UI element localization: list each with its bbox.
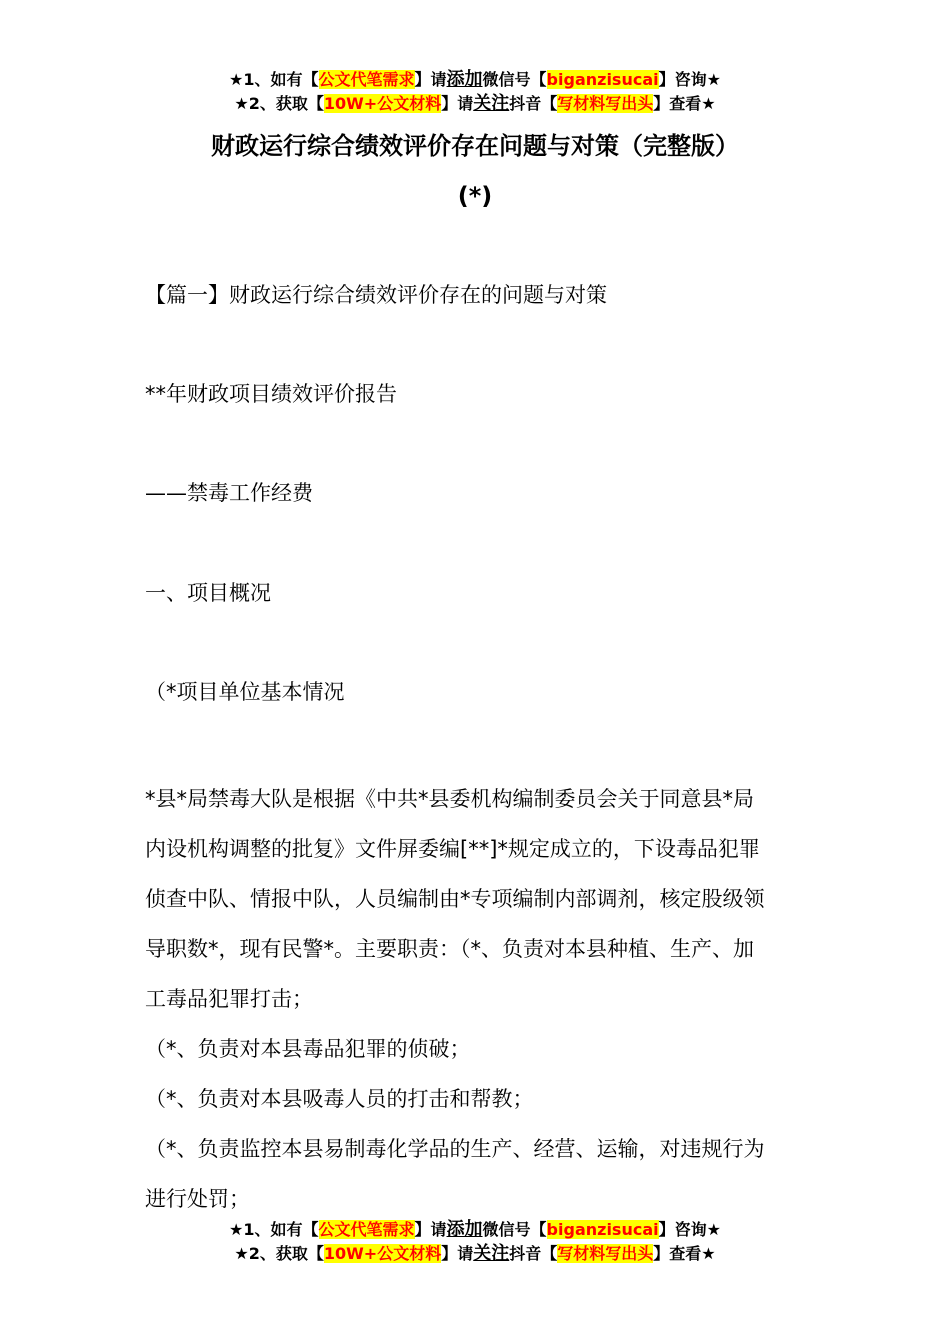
banner-highlight: 公文代笔需求	[318, 1220, 415, 1239]
body-line: 进行处罚；	[145, 1187, 250, 1211]
report-subtitle: ——禁毒工作经费	[145, 481, 313, 505]
body-line: *县*局禁毒大队是根据《中共*县委机构编制委员会关于同意县*局	[145, 787, 754, 811]
banner-text: ★2、获取【	[234, 1244, 324, 1263]
banner-text: 】查看★	[653, 94, 716, 113]
subsection-heading: （*项目单位基本情况	[145, 680, 345, 704]
banner-text: ★2、获取【	[234, 94, 324, 113]
banner-underline: 关注	[473, 1243, 510, 1264]
banner-line-1	[0, 68, 950, 92]
banner-text: 抖音【	[509, 94, 558, 113]
banner-highlight: biganzisucai	[546, 1220, 659, 1239]
banner-line-1	[0, 1218, 950, 1242]
banner-text: ★1、如有【	[229, 70, 319, 89]
banner-highlight: 写材料写出头	[557, 94, 654, 113]
document-subtitle: (*)	[457, 182, 493, 210]
document-title: 财政运行综合绩效评价存在问题与对策（完整版）	[211, 132, 739, 160]
section-heading: 一、项目概况	[145, 581, 271, 605]
body-line: （*、负责监控本县易制毒化学品的生产、经营、运输，对违规行为	[145, 1137, 765, 1161]
banner-text: 】咨询★	[658, 1220, 721, 1239]
body-line: 工毒品犯罪打击；	[145, 987, 313, 1011]
banner-highlight: 10W+公文材料	[323, 94, 442, 113]
banner-text: 微信号【	[482, 70, 547, 89]
body-line: 侦查中队、情报中队，人员编制由*专项编制内部调剂，核定股级领	[145, 887, 765, 911]
banner-underline: 添加	[446, 69, 483, 90]
banner-underline: 添加	[446, 1219, 483, 1240]
body-line: （*、负责对本县吸毒人员的打击和帮教；	[145, 1087, 534, 1111]
part-heading: 【篇一】财政运行综合绩效评价存在的问题与对策	[145, 283, 607, 307]
banner-line-2	[0, 1242, 950, 1266]
banner-text: 】咨询★	[658, 70, 721, 89]
banner-text: 微信号【	[482, 1220, 547, 1239]
report-title: **年财政项目绩效评价报告	[145, 382, 397, 406]
banner-text: 】请	[441, 1244, 474, 1263]
banner-text: 】请	[414, 1220, 447, 1239]
body-line: 导职数*，现有民警*。主要职责：（*、负责对本县种植、生产、加	[145, 937, 754, 961]
header-banner	[0, 68, 950, 116]
body-line: 内设机构调整的批复》文件屏委编[**]*规定成立的，下设毒品犯罪	[145, 837, 760, 861]
banner-text: 】请	[441, 94, 474, 113]
banner-underline: 关注	[473, 93, 510, 114]
banner-highlight: 写材料写出头	[557, 1244, 654, 1263]
banner-highlight: 公文代笔需求	[318, 70, 415, 89]
banner-line-2	[0, 92, 950, 116]
body-paragraph	[145, 774, 815, 1224]
footer-banner	[0, 1218, 950, 1266]
banner-text: 】请	[414, 70, 447, 89]
banner-text: 抖音【	[509, 1244, 558, 1263]
banner-text: ★1、如有【	[229, 1220, 319, 1239]
banner-highlight: 10W+公文材料	[323, 1244, 442, 1263]
body-line: （*、负责对本县毒品犯罪的侦破；	[145, 1037, 471, 1061]
banner-text: 】查看★	[653, 1244, 716, 1263]
banner-highlight: biganzisucai	[546, 70, 659, 89]
